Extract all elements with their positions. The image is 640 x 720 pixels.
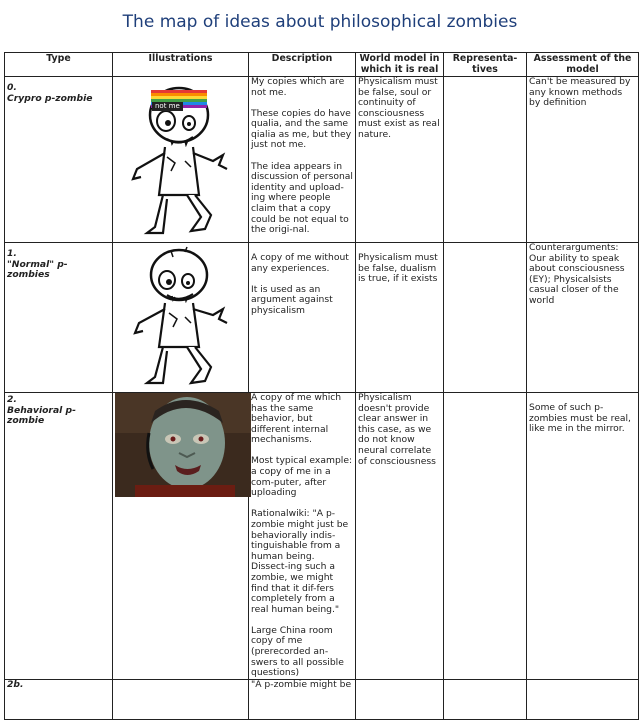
table-row bbox=[5, 77, 639, 243]
representatives-cell bbox=[444, 243, 527, 393]
col-header-world-model: World model in which it is real bbox=[356, 53, 444, 77]
type-cell bbox=[5, 77, 113, 243]
description-cell bbox=[249, 77, 356, 243]
table-row bbox=[5, 679, 639, 719]
type-name: "Normal" p-zombies bbox=[7, 258, 68, 281]
type-number: 2b. bbox=[7, 678, 24, 690]
type-number: 2. bbox=[7, 394, 17, 405]
illustration-cell bbox=[113, 243, 249, 393]
zombie-photo bbox=[115, 393, 251, 497]
description-cell bbox=[249, 393, 356, 680]
description-paragraph: The idea appears in discussion of personal identity and upload-ing where people claim that a copy could be not equal to the origi-nal. bbox=[251, 160, 353, 236]
description-paragraph: A copy of me without any experiences. bbox=[251, 252, 349, 274]
zombie-map-table bbox=[4, 52, 639, 720]
type-cell bbox=[5, 243, 113, 393]
description-paragraph: These copies do have qualia, and the same qialia as me, but they just not me. bbox=[251, 107, 352, 151]
description-paragraph: My copies which are not me. bbox=[251, 76, 345, 98]
description-paragraph: Most typical example: a copy of me in a com-puter, after uploading bbox=[251, 455, 353, 499]
world-model-cell: Physicalism doesn't provide clear answer in this case, as we do not know neural correlate of consciousness bbox=[356, 393, 444, 680]
representatives-cell bbox=[444, 393, 527, 680]
illustration-cell bbox=[113, 393, 249, 680]
assessment-cell bbox=[527, 679, 639, 719]
description-cell: "A p-zombie might be bbox=[249, 679, 356, 719]
col-header-representatives: Representa-tives bbox=[444, 53, 527, 77]
assessment-cell: Can't be measured by any known methods by definition bbox=[527, 77, 639, 243]
illustration-cell bbox=[113, 77, 249, 243]
col-header-description: Description bbox=[249, 53, 356, 77]
col-header-illustrations: Illustrations bbox=[113, 53, 249, 77]
zombie-drawing-crypto bbox=[115, 77, 251, 241]
representatives-cell bbox=[444, 679, 527, 719]
col-header-assessment: Assessment of the model bbox=[527, 53, 639, 77]
description-cell bbox=[249, 243, 356, 393]
col-header-type: Type bbox=[5, 53, 113, 77]
table-row bbox=[5, 393, 639, 680]
header-row bbox=[5, 53, 639, 77]
not-me-badge: not me bbox=[152, 102, 183, 111]
assessment-text: Some of such p-zombies must be real, like me in the mirror. bbox=[529, 402, 631, 435]
type-cell bbox=[5, 679, 113, 719]
description-paragraph: It is used as an argument against physicalism bbox=[251, 283, 333, 316]
world-model-cell bbox=[356, 679, 444, 719]
type-cell bbox=[5, 393, 113, 680]
type-number: 1. bbox=[7, 248, 17, 259]
description-paragraph: Large China room copy of me (prerecorded an-swers to all possible questions) bbox=[251, 624, 344, 679]
table-row bbox=[5, 243, 639, 393]
representatives-cell bbox=[444, 77, 527, 243]
assessment-cell: Counterarguments: Our ability to speak about consciousness (EY); Physicalsists casual closer of the world bbox=[527, 243, 639, 393]
description-paragraph: Rationalwiki: "A p-zombie might just be behaviorally indis-tinguishable from a human being. Dissect-ing such a zombie, we might find that it dif-fers completely from a real human being." bbox=[251, 508, 349, 615]
description-paragraph: A copy of me which has the same behavior, but different internal mechanisms. bbox=[251, 392, 342, 446]
type-name: Crypro p-zombie bbox=[7, 92, 93, 104]
illustration-cell bbox=[113, 679, 249, 719]
zombie-drawing-normal bbox=[115, 243, 251, 391]
world-model-cell: Physicalism must be false, soul or continuity of consciousness must exist as real nature. bbox=[356, 77, 444, 243]
page-title: The map of ideas about philosophical zombies bbox=[122, 12, 518, 32]
type-name: Behavioral p-zombie bbox=[7, 404, 76, 427]
world-model-cell bbox=[356, 243, 444, 393]
type-number: 0. bbox=[7, 82, 17, 93]
assessment-cell bbox=[527, 393, 639, 680]
world-model-text: Physicalism must be false, dualism is true, if it exists bbox=[358, 252, 438, 285]
